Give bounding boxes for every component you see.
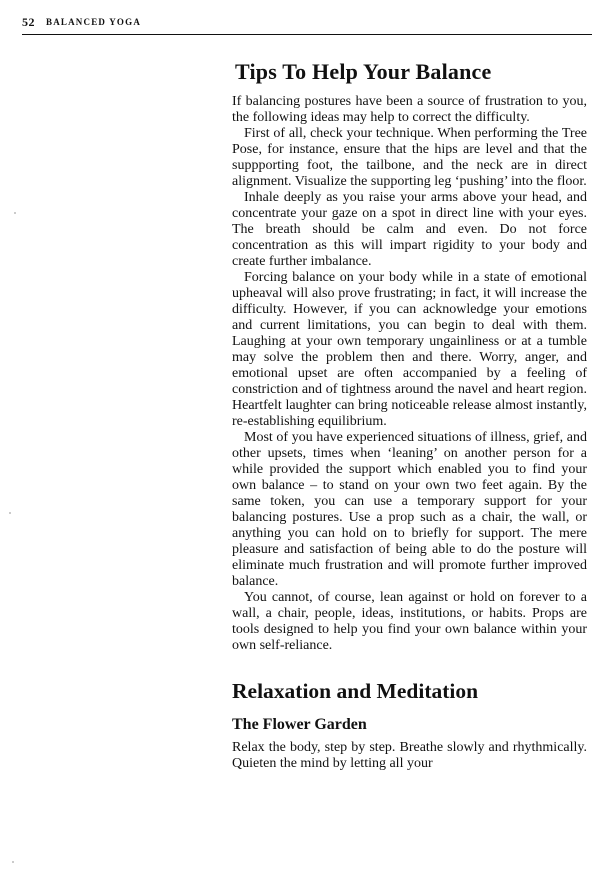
page-number: 52: [22, 15, 35, 29]
scan-speck: [14, 212, 16, 214]
section-heading-relaxation: Relaxation and Meditation: [232, 679, 479, 703]
subsection-heading-flower-garden: The Flower Garden: [232, 716, 367, 733]
book-title: BALANCED YOGA: [46, 17, 142, 27]
scan-speck: [9, 512, 11, 514]
scan-speck: [12, 861, 14, 863]
paragraph: Inhale deeply as you raise your arms above your head, and concentrate your gaze on a spot in direct line with your eyes. The breath should be calm and even. Do not force concentration as this will impart rigidity to your body and create further imbalance.: [232, 190, 587, 269]
paragraph: Forcing balance on your body while in a state of emotional upheaval will also prove frustrating; in fact, it will increase the difficulty. However, if you can acknowledge your emotions and current limitations, you can begin to deal with them. Laughing at your own temporary ungainliness or at a tumble may solve the problem then and there. Worry, anger, and emotional upset are often accompanied by a feeling of constriction and of tightness around the navel and heart region. Heartfelt laughter can bring noticeable release almost instantly, re-establishing equilibrium.: [232, 270, 587, 429]
section-heading-tips: Tips To Help Your Balance: [235, 59, 492, 84]
text-column: [232, 58, 587, 772]
running-header: [22, 12, 592, 35]
paragraph: Most of you have experienced situations of illness, grief, and other upsets, times when ‘leaning’ on another person for a while provided the support which enabled you to find your own balance – to stand on your own two feet again. By the same token, you can use a temporary support for your balancing postures. Use a prop such as a chair, the wall, or anything you can hold on to briefly for support. The mere pleasure and satisfaction of being able to do the posture will eliminate much frustration and will promote further improved balance.: [232, 430, 587, 589]
paragraph: First of all, check your technique. When performing the Tree Pose, for instance, ensure that the hips are level and that the suppporting foot, the tailbone, and the neck are in direct alignment. Visualize the supporting leg ‘pushing’ into the floor.: [232, 126, 587, 189]
paragraph: You cannot, of course, lean against or hold on forever to a wall, a chair, people, ideas, institutions, or habits. Props are tools designed to help you find your own balance within your own self-reliance.: [232, 590, 587, 653]
paragraph: Relax the body, step by step. Breathe slowly and rhythmically. Quieten the mind by letting all your: [232, 740, 587, 771]
paragraph: If balancing postures have been a source of frustration to you, the following ideas may help to correct the difficulty.: [232, 94, 587, 125]
